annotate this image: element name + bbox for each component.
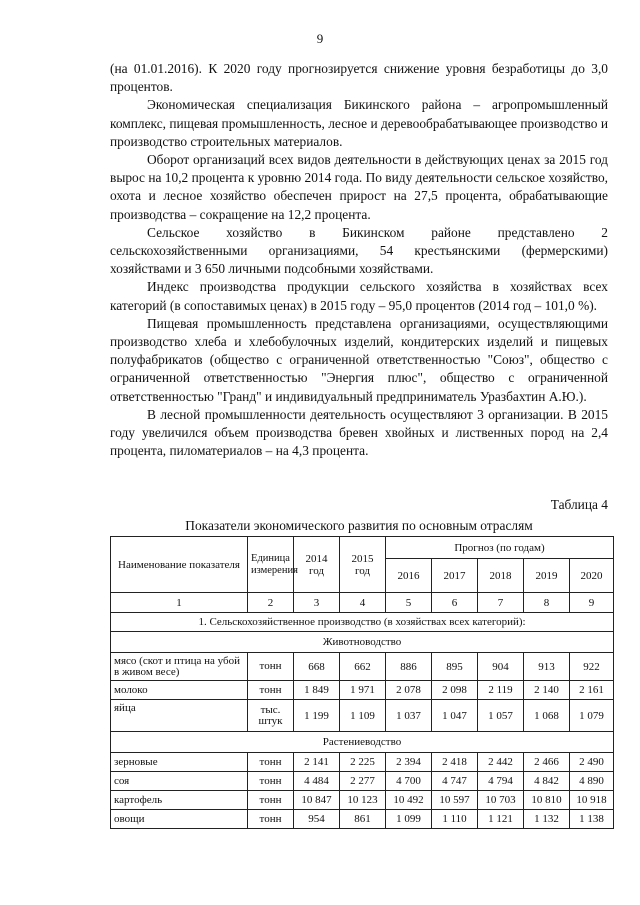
column-number: 9 — [570, 593, 614, 613]
table-row — [111, 653, 614, 681]
cell-value: 2 161 — [570, 681, 614, 700]
cell-value: 904 — [478, 653, 524, 681]
paragraph: Экономическая специализация Бикинского района – агропромышленный комплекс, пищевая промышленность, лесное и деревообрабатывающее производство и производство строительных материалов. — [110, 97, 608, 149]
table-row — [111, 681, 614, 700]
column-number: 1 — [111, 593, 248, 613]
indicators-table — [110, 536, 614, 829]
row-name: мясо (скот и птица на убой в живом весе) — [111, 653, 248, 681]
row-unit: тонн — [248, 681, 294, 700]
row-unit: тонн — [248, 653, 294, 681]
column-number: 3 — [294, 593, 340, 613]
header-year: 2019 — [524, 559, 570, 593]
table-row — [111, 772, 614, 791]
cell-value: 2 442 — [478, 753, 524, 772]
cell-value: 1 121 — [478, 810, 524, 829]
cell-value: 2 141 — [294, 753, 340, 772]
cell-value: 10 123 — [340, 791, 386, 810]
row-unit: тыс. штук — [248, 700, 294, 732]
row-name: овощи — [111, 810, 248, 829]
table-row — [111, 753, 614, 772]
cell-value: 861 — [340, 810, 386, 829]
cell-value: 1 037 — [386, 700, 432, 732]
row-name: зерновые — [111, 753, 248, 772]
table-title: Показатели экономического развития по основным отраслям — [185, 518, 533, 533]
cell-value: 886 — [386, 653, 432, 681]
header-2014: 2014 год — [294, 537, 340, 593]
row-unit: тонн — [248, 753, 294, 772]
cell-value: 1 079 — [570, 700, 614, 732]
cell-value: 1 057 — [478, 700, 524, 732]
cell-value: 2 098 — [432, 681, 478, 700]
cell-value: 2 225 — [340, 753, 386, 772]
cell-value: 1 110 — [432, 810, 478, 829]
column-number: 2 — [248, 593, 294, 613]
cell-value: 10 597 — [432, 791, 478, 810]
cell-value: 2 466 — [524, 753, 570, 772]
cell-value: 2 078 — [386, 681, 432, 700]
cell-value: 2 418 — [432, 753, 478, 772]
row-unit: тонн — [248, 772, 294, 791]
row-name: соя — [111, 772, 248, 791]
body-text — [110, 60, 608, 460]
cell-value: 4 842 — [524, 772, 570, 791]
header-unit: Единица измерения — [248, 537, 294, 593]
header-year: 2017 — [432, 559, 478, 593]
cell-value: 4 747 — [432, 772, 478, 791]
cell-value: 895 — [432, 653, 478, 681]
header-name: Наименование показателя — [111, 537, 248, 593]
cell-value: 2 140 — [524, 681, 570, 700]
cell-value: 10 847 — [294, 791, 340, 810]
cell-value: 1 109 — [340, 700, 386, 732]
row-unit: тонн — [248, 791, 294, 810]
column-number: 8 — [524, 593, 570, 613]
cell-value: 2 277 — [340, 772, 386, 791]
header-forecast: Прогноз (по годам) — [386, 537, 614, 559]
column-numbers-row — [111, 593, 614, 613]
cell-value: 1 971 — [340, 681, 386, 700]
table-row — [111, 791, 614, 810]
page-number: 9 — [316, 31, 324, 46]
subsection-crops: Растениеводство — [111, 732, 614, 753]
cell-value: 10 492 — [386, 791, 432, 810]
subsection-livestock: Животноводство — [111, 632, 614, 653]
table-label: Таблица 4 — [550, 497, 608, 512]
row-name: яйца — [111, 700, 248, 732]
cell-value: 668 — [294, 653, 340, 681]
cell-value: 1 099 — [386, 810, 432, 829]
cell-value: 10 918 — [570, 791, 614, 810]
cell-value: 10 703 — [478, 791, 524, 810]
column-number: 4 — [340, 593, 386, 613]
cell-value: 1 138 — [570, 810, 614, 829]
cell-value: 954 — [294, 810, 340, 829]
cell-value: 1 199 — [294, 700, 340, 732]
cell-value: 2 490 — [570, 753, 614, 772]
cell-value: 1 068 — [524, 700, 570, 732]
paragraph: Сельское хозяйство в Бикинском районе представлено 2 сельскохозяйственными организациями, 54 крестьянскими (фермерскими) хозяйствами и 3 650 личными подсобными хозяйствами. — [110, 224, 608, 277]
paragraph: (на 01.01.2016). К 2020 году прогнозируется снижение уровня безработицы до 3,0 процентов. — [110, 61, 608, 95]
row-name: картофель — [111, 791, 248, 810]
cell-value: 10 810 — [524, 791, 570, 810]
header-year: 2020 — [570, 559, 614, 593]
paragraph: В лесной промышленности деятельность осуществляют 3 организации. В 2015 году увеличился объем производства бревен хвойных и лиственных пород на 2,4 процента, пиломатериалов – на 4,3 процента. — [110, 406, 608, 459]
column-number: 6 — [432, 593, 478, 613]
cell-value: 1 849 — [294, 681, 340, 700]
header-year: 2016 — [386, 559, 432, 593]
paragraph: Оборот организаций всех видов деятельности в действующих ценах за 2015 год вырос на 10,2 процента к уровню 2014 года. По виду деятельности сельское хозяйство, охота и лесное хозяйство обеспечен прирост на 27,5 процента, обрабатывающие производства – сокращение на 12,2 процента. — [110, 152, 608, 222]
cell-value: 4 794 — [478, 772, 524, 791]
cell-value: 2 119 — [478, 681, 524, 700]
cell-value: 4 890 — [570, 772, 614, 791]
cell-value: 4 700 — [386, 772, 432, 791]
column-number: 5 — [386, 593, 432, 613]
header-2015: 2015 год — [340, 537, 386, 593]
row-unit: тонн — [248, 810, 294, 829]
table-row — [111, 700, 614, 732]
paragraph: Индекс производства продукции сельского хозяйства в хозяйствах всех категорий (в сопоставимых ценах) в 2015 году – 95,0 процентов (2014 год – 101,0 %). — [110, 279, 608, 313]
cell-value: 1 132 — [524, 810, 570, 829]
cell-value: 2 394 — [386, 753, 432, 772]
row-name: молоко — [111, 681, 248, 700]
cell-value: 1 047 — [432, 700, 478, 732]
cell-value: 662 — [340, 653, 386, 681]
section-heading: 1. Сельскохозяйственное производство (в хозяйствах всех категорий): — [111, 613, 614, 632]
cell-value: 922 — [570, 653, 614, 681]
cell-value: 913 — [524, 653, 570, 681]
paragraph: Пищевая промышленность представлена организациями, осуществляющими производство хлеба и хлебобулочных изделий, кондитерских изделий и пищевых полуфабрикатов (общество с ограниченной ответственностью "Союз", общество с ограниченной ответственностью "Энергия плюс", общество с ограниченной ответственностью "Гранд" и индивидуальный предприниматель Уразбахтин А.Ю.). — [110, 315, 608, 404]
header-year: 2018 — [478, 559, 524, 593]
table-row — [111, 810, 614, 829]
column-number: 7 — [478, 593, 524, 613]
cell-value: 4 484 — [294, 772, 340, 791]
